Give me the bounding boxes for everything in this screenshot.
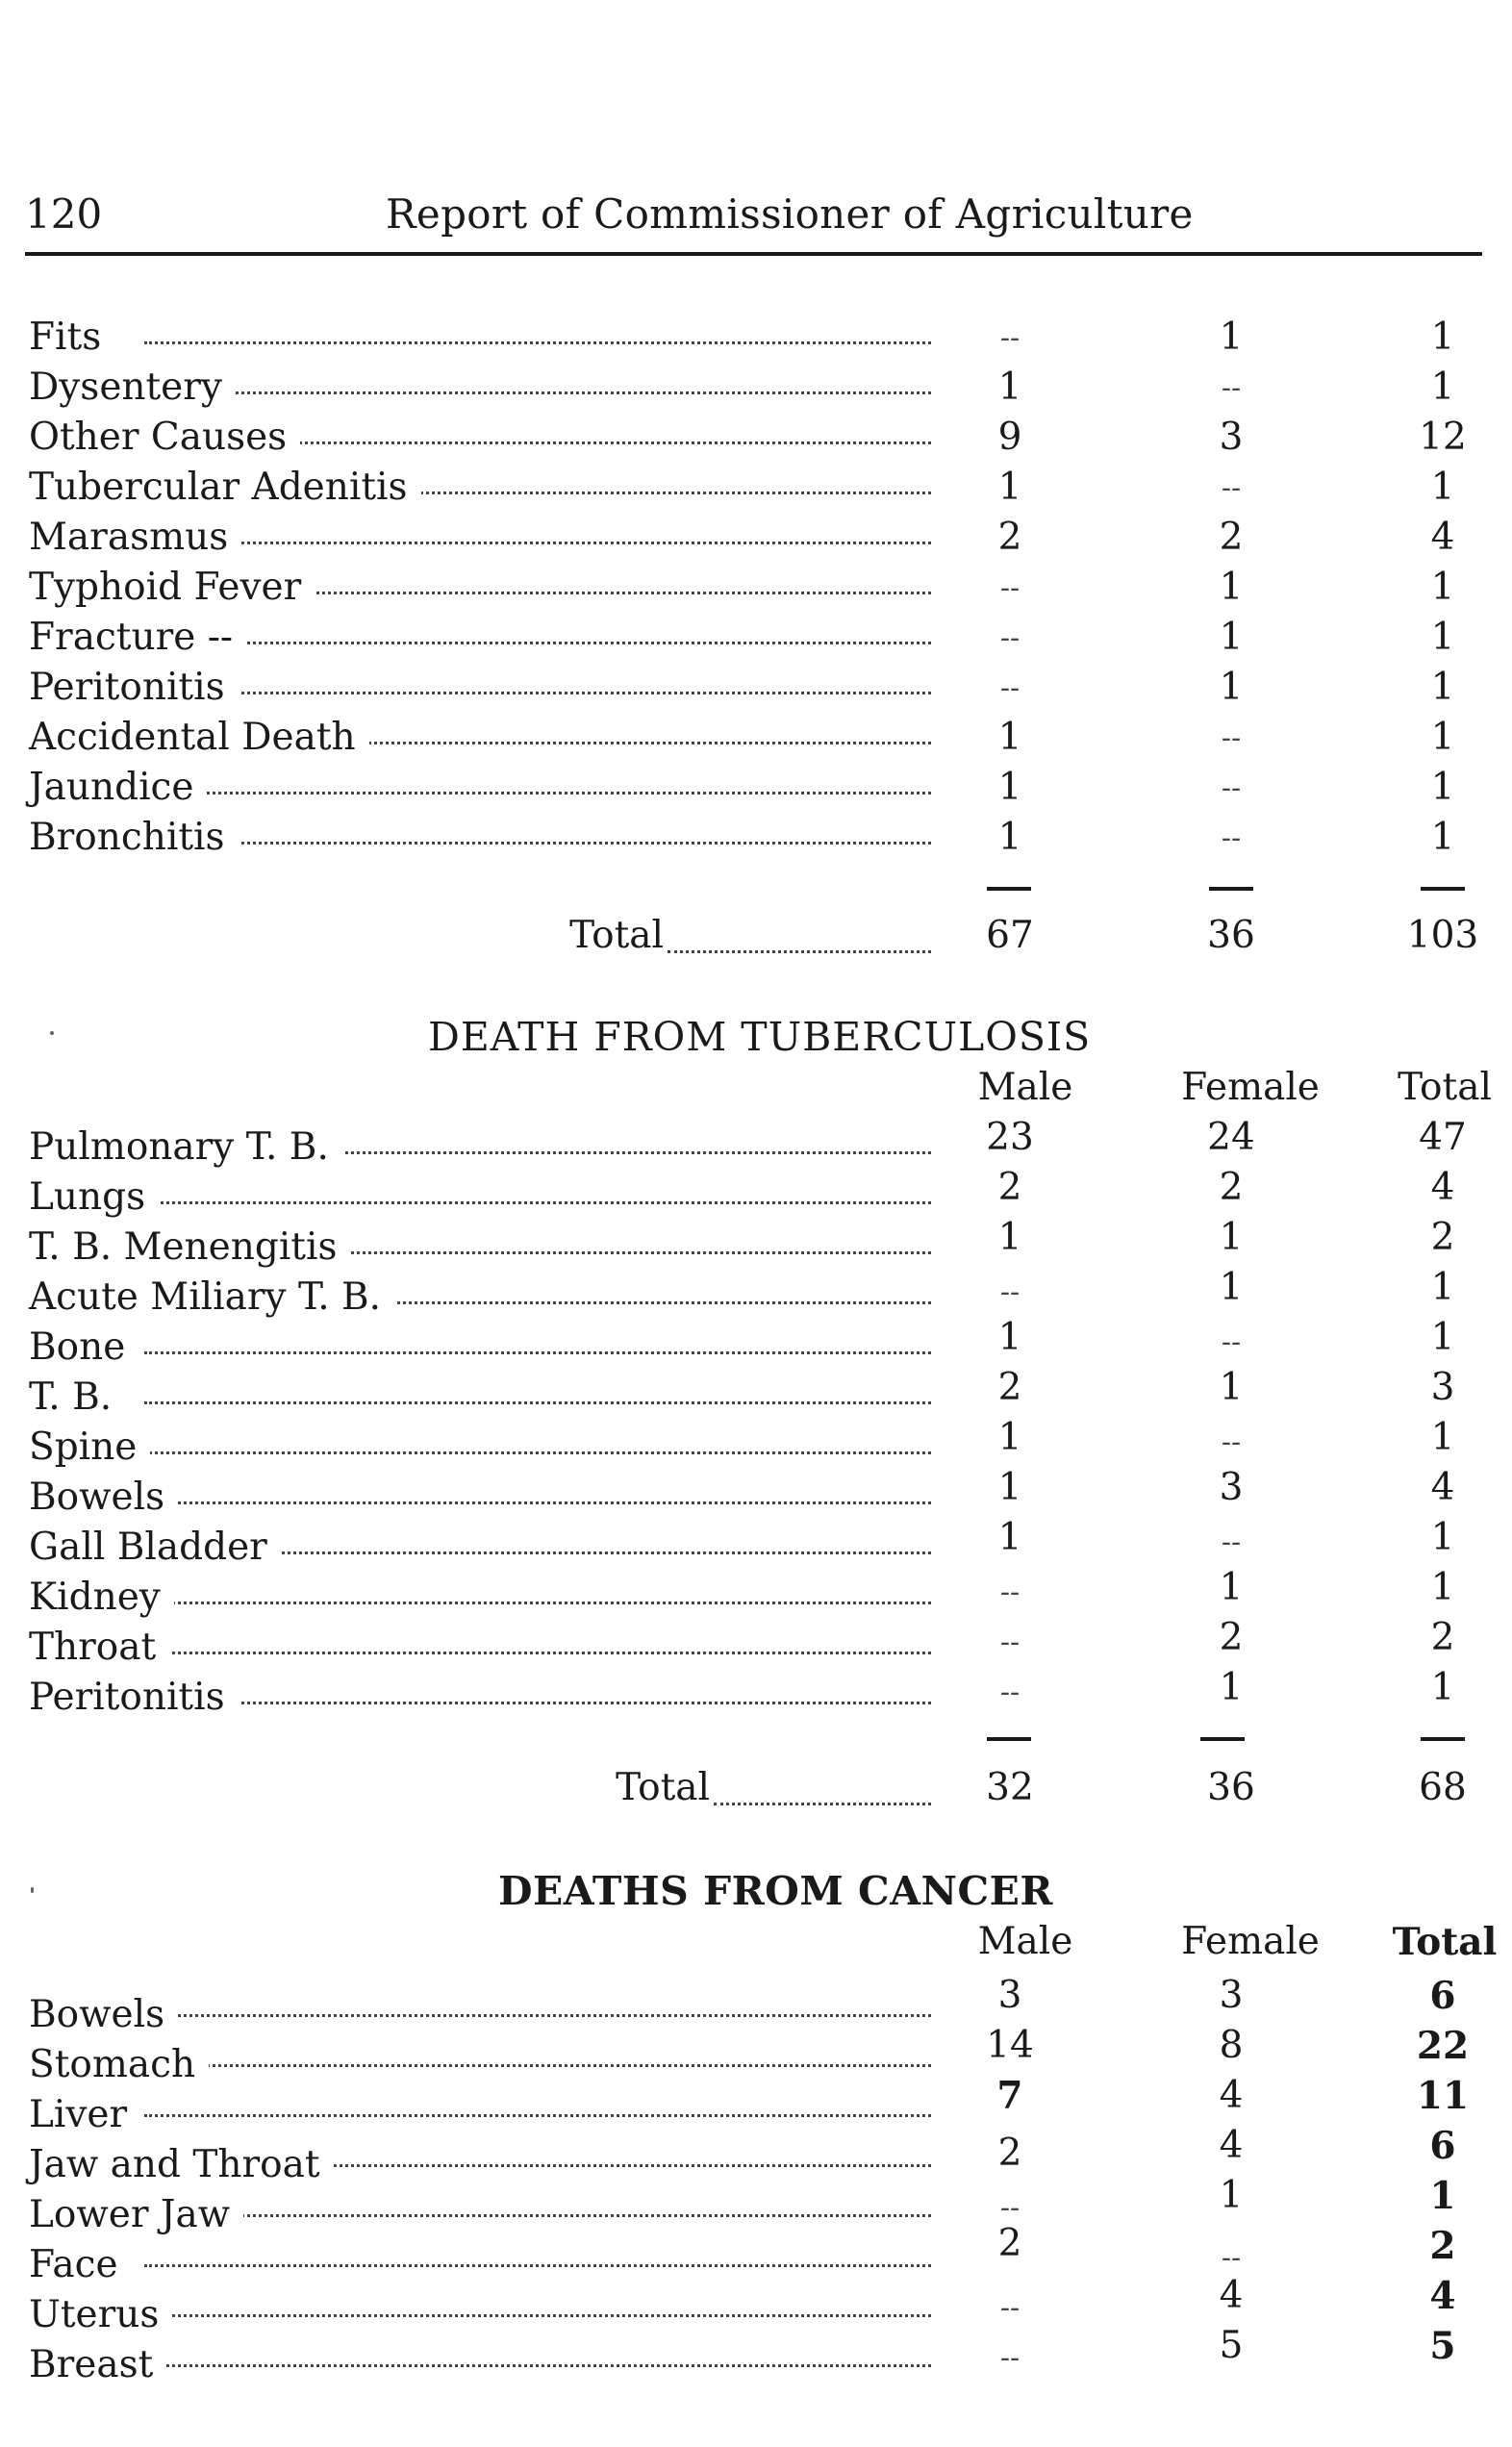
male-value: 2 — [997, 2222, 1022, 2265]
dot-leader — [144, 2014, 931, 2017]
dot-leader — [144, 1451, 931, 1454]
row-label: Bronchitis — [29, 816, 239, 859]
dot-leader — [144, 391, 931, 394]
total-value: 22 — [1416, 2024, 1470, 2068]
male-value: 2 — [997, 1366, 1022, 1409]
table-row — [0, 1666, 1512, 1726]
row-label: Dysentery — [29, 366, 236, 409]
total-value: 1 — [1430, 816, 1455, 859]
sum-rule — [1209, 887, 1253, 891]
male-value: 1 — [997, 1416, 1022, 1459]
row-label: Pulmonary T. B. — [29, 1125, 342, 1169]
table-row — [0, 315, 1512, 366]
row-label: Bowels — [29, 1476, 178, 1519]
dot-leader — [144, 542, 931, 544]
total-value: 1 — [1430, 366, 1455, 409]
female-total: 36 — [1207, 1766, 1255, 1809]
dot-leader — [144, 2214, 931, 2217]
male-value: -- — [999, 1576, 1021, 1609]
grand-total: 68 — [1419, 1766, 1467, 1809]
row-label: Lower Jaw — [29, 2193, 243, 2236]
male-value: 1 — [997, 716, 1022, 759]
female-value: -- — [1221, 1526, 1242, 1559]
total-label: Total — [569, 914, 664, 957]
total-value: 6 — [1429, 1974, 1456, 2018]
table-row — [0, 1366, 1512, 1425]
total-value: 4 — [1430, 516, 1455, 559]
row-label: Bone — [29, 1325, 139, 1369]
sum-rule — [1200, 1737, 1245, 1741]
dot-leader — [144, 792, 931, 795]
female-total: 36 — [1207, 914, 1255, 957]
table-row — [0, 616, 1512, 666]
row-label: Liver — [29, 2093, 140, 2136]
table-row — [0, 416, 1512, 466]
female-value: 2 — [1219, 516, 1244, 559]
table-row — [0, 666, 1512, 716]
female-value: 4 — [1219, 2124, 1244, 2167]
dot-leader — [144, 642, 931, 644]
row-label: T. B. Menengitis — [29, 1225, 350, 1269]
male-value: 7 — [996, 2074, 1023, 2118]
row-label: Bowels — [29, 1993, 178, 2036]
total-value: 1 — [1430, 1416, 1455, 1459]
total-value: 6 — [1429, 2124, 1456, 2168]
total-value: 1 — [1430, 1516, 1455, 1559]
running-title: Report of Commissioner of Agriculture — [386, 190, 1194, 238]
male-value: 1 — [997, 766, 1022, 809]
row-label: Jaundice — [29, 766, 207, 809]
table-row — [0, 1266, 1512, 1325]
page-header — [25, 185, 1487, 252]
column-header-female: Female — [1181, 1920, 1320, 1963]
female-value: 5 — [1219, 2324, 1244, 2367]
female-value: -- — [1221, 1425, 1242, 1459]
total-value: 12 — [1419, 416, 1467, 459]
row-label: Accidental Death — [29, 716, 369, 759]
male-value: -- — [999, 2191, 1021, 2225]
header-rule — [25, 252, 1482, 256]
dot-leader — [714, 1803, 931, 1805]
sum-rule — [987, 887, 1031, 891]
column-header-male: Male — [977, 1066, 1073, 1109]
row-label: Fracture -- — [29, 616, 246, 659]
female-value: 2 — [1219, 1166, 1244, 1209]
column-header-male: Male — [977, 1920, 1073, 1963]
table-row — [0, 1466, 1512, 1526]
table-row — [0, 466, 1512, 516]
female-value: -- — [1221, 821, 1242, 855]
row-label: Kidney — [29, 1576, 174, 1619]
total-value: 1 — [1430, 315, 1455, 359]
column-header-total: Total — [1392, 1920, 1498, 1964]
sum-rule — [1421, 887, 1465, 891]
row-label: Marasmus — [29, 516, 241, 559]
total-value: 2 — [1429, 2224, 1456, 2268]
row-label: Lungs — [29, 1175, 159, 1219]
row-label: Breast — [29, 2343, 166, 2386]
male-value: -- — [999, 571, 1021, 605]
female-value: 1 — [1219, 1366, 1244, 1409]
total-value: 1 — [1430, 566, 1455, 609]
male-value: -- — [999, 621, 1021, 655]
female-value: 1 — [1219, 1666, 1244, 1709]
female-value: -- — [1221, 771, 1242, 805]
female-value: 1 — [1219, 566, 1244, 609]
male-value: -- — [999, 671, 1021, 705]
female-value: -- — [1221, 721, 1242, 755]
row-label: Acute Miliary T. B. — [29, 1275, 394, 1319]
male-value: 2 — [997, 2132, 1022, 2175]
table-row — [0, 716, 1512, 766]
total-value: 3 — [1430, 1366, 1455, 1409]
column-header-total: Total — [1398, 1066, 1492, 1109]
dot-leader — [144, 2314, 931, 2317]
total-row — [0, 1766, 1512, 1816]
male-total: 32 — [986, 1766, 1034, 1809]
female-value: 3 — [1219, 416, 1244, 459]
dot-leader — [144, 1351, 931, 1354]
row-label: Face — [29, 2243, 132, 2286]
total-value: 2 — [1430, 1616, 1455, 1659]
table-row — [0, 2324, 1512, 2393]
row-label: Tubercular Adenitis — [29, 466, 421, 509]
total-value: 4 — [1430, 1466, 1455, 1509]
male-value: 23 — [986, 1116, 1034, 1159]
female-value: 1 — [1219, 1216, 1244, 1259]
row-label: Jaw and Throat — [29, 2143, 334, 2186]
female-value: 1 — [1219, 1566, 1244, 1609]
male-total: 67 — [986, 914, 1034, 957]
dot-leader — [144, 1501, 931, 1504]
total-value: 1 — [1430, 1666, 1455, 1709]
male-value: -- — [999, 2341, 1021, 2375]
male-value: 14 — [986, 2024, 1034, 2067]
print-speck — [31, 1887, 34, 1893]
male-value: 1 — [997, 1466, 1022, 1509]
male-value: 1 — [997, 1316, 1022, 1359]
table-row — [0, 366, 1512, 416]
total-value: 1 — [1430, 616, 1455, 659]
dot-leader — [144, 2264, 931, 2267]
total-value: 4 — [1429, 2274, 1456, 2318]
total-value: 1 — [1430, 716, 1455, 759]
total-value: 1 — [1430, 666, 1455, 709]
male-value: 1 — [997, 1216, 1022, 1259]
dot-leader — [144, 1702, 931, 1704]
table-row — [0, 516, 1512, 566]
sum-rule — [987, 1737, 1031, 1741]
dot-leader — [144, 2114, 931, 2117]
male-value: -- — [999, 321, 1021, 355]
row-label: Spine — [29, 1425, 150, 1469]
row-label: Uterus — [29, 2293, 172, 2336]
grand-total: 103 — [1406, 914, 1479, 957]
dot-leader — [144, 2064, 931, 2067]
total-value: 11 — [1416, 2074, 1470, 2118]
male-value: 1 — [997, 1516, 1022, 1559]
male-value: 1 — [997, 466, 1022, 509]
male-value: -- — [999, 2291, 1021, 2325]
row-label: Gall Bladder — [29, 1526, 281, 1569]
male-value: 9 — [997, 416, 1022, 459]
total-row — [0, 914, 1512, 964]
row-label: Typhoid Fever — [29, 566, 315, 609]
female-value: 2 — [1219, 1616, 1244, 1659]
total-value: 47 — [1419, 1116, 1467, 1159]
male-value: 2 — [997, 1166, 1022, 1209]
row-label: Peritonitis — [29, 1676, 239, 1719]
dot-leader — [668, 950, 931, 953]
row-label: Other Causes — [29, 416, 300, 459]
female-value: 8 — [1219, 2024, 1244, 2067]
female-value: 1 — [1219, 666, 1244, 709]
male-value: 2 — [997, 516, 1022, 559]
female-value: -- — [1221, 2241, 1242, 2275]
female-value: 1 — [1219, 2174, 1244, 2217]
row-label: Throat — [29, 1626, 169, 1669]
female-value: 24 — [1207, 1116, 1255, 1159]
female-value: 3 — [1219, 1466, 1244, 1509]
dot-leader — [144, 1652, 931, 1654]
table-row — [0, 816, 1512, 866]
row-label: Stomach — [29, 2043, 209, 2086]
male-value: -- — [999, 1626, 1021, 1659]
table-row — [0, 566, 1512, 616]
page-number: 120 — [25, 190, 103, 238]
row-label: Peritonitis — [29, 666, 239, 709]
total-value: 1 — [1430, 1266, 1455, 1309]
section-title: DEATHS FROM CANCER — [498, 1868, 1053, 1914]
table-row — [0, 2174, 1512, 2243]
total-value: 4 — [1430, 1166, 1455, 1209]
total-value: 1 — [1430, 1316, 1455, 1359]
female-value: -- — [1221, 471, 1242, 505]
male-value: 3 — [997, 1974, 1022, 2017]
total-value: 1 — [1430, 1566, 1455, 1609]
total-label: Total — [616, 1766, 710, 1809]
section-title: DEATH FROM TUBERCULOSIS — [428, 1014, 1092, 1060]
total-value: 5 — [1429, 2324, 1456, 2368]
total-value: 1 — [1430, 766, 1455, 809]
dot-leader — [144, 842, 931, 845]
male-value: 1 — [997, 816, 1022, 859]
dot-leader — [144, 1201, 931, 1204]
table-row — [0, 766, 1512, 816]
total-value: 1 — [1429, 2174, 1456, 2218]
row-label: T. B. — [29, 1375, 125, 1419]
dot-leader — [144, 692, 931, 694]
print-speck — [50, 1031, 54, 1035]
female-value: 3 — [1219, 1974, 1244, 2017]
female-value: 1 — [1219, 1266, 1244, 1309]
total-value: 1 — [1430, 466, 1455, 509]
female-value: 1 — [1219, 315, 1244, 359]
column-header-female: Female — [1181, 1066, 1320, 1109]
dot-leader — [144, 1401, 931, 1404]
male-value: -- — [999, 1275, 1021, 1309]
female-value: 4 — [1219, 2074, 1244, 2117]
dot-leader — [144, 2364, 931, 2367]
male-value: 1 — [997, 366, 1022, 409]
female-value: 4 — [1219, 2274, 1244, 2317]
row-label: Fits — [29, 315, 114, 359]
male-value: -- — [999, 1676, 1021, 1709]
dot-leader — [144, 341, 931, 344]
female-value: -- — [1221, 371, 1242, 405]
female-value: -- — [1221, 1325, 1242, 1359]
female-value: 1 — [1219, 616, 1244, 659]
total-value: 2 — [1430, 1216, 1455, 1259]
sum-rule — [1421, 1737, 1465, 1741]
dot-leader — [144, 1602, 931, 1604]
